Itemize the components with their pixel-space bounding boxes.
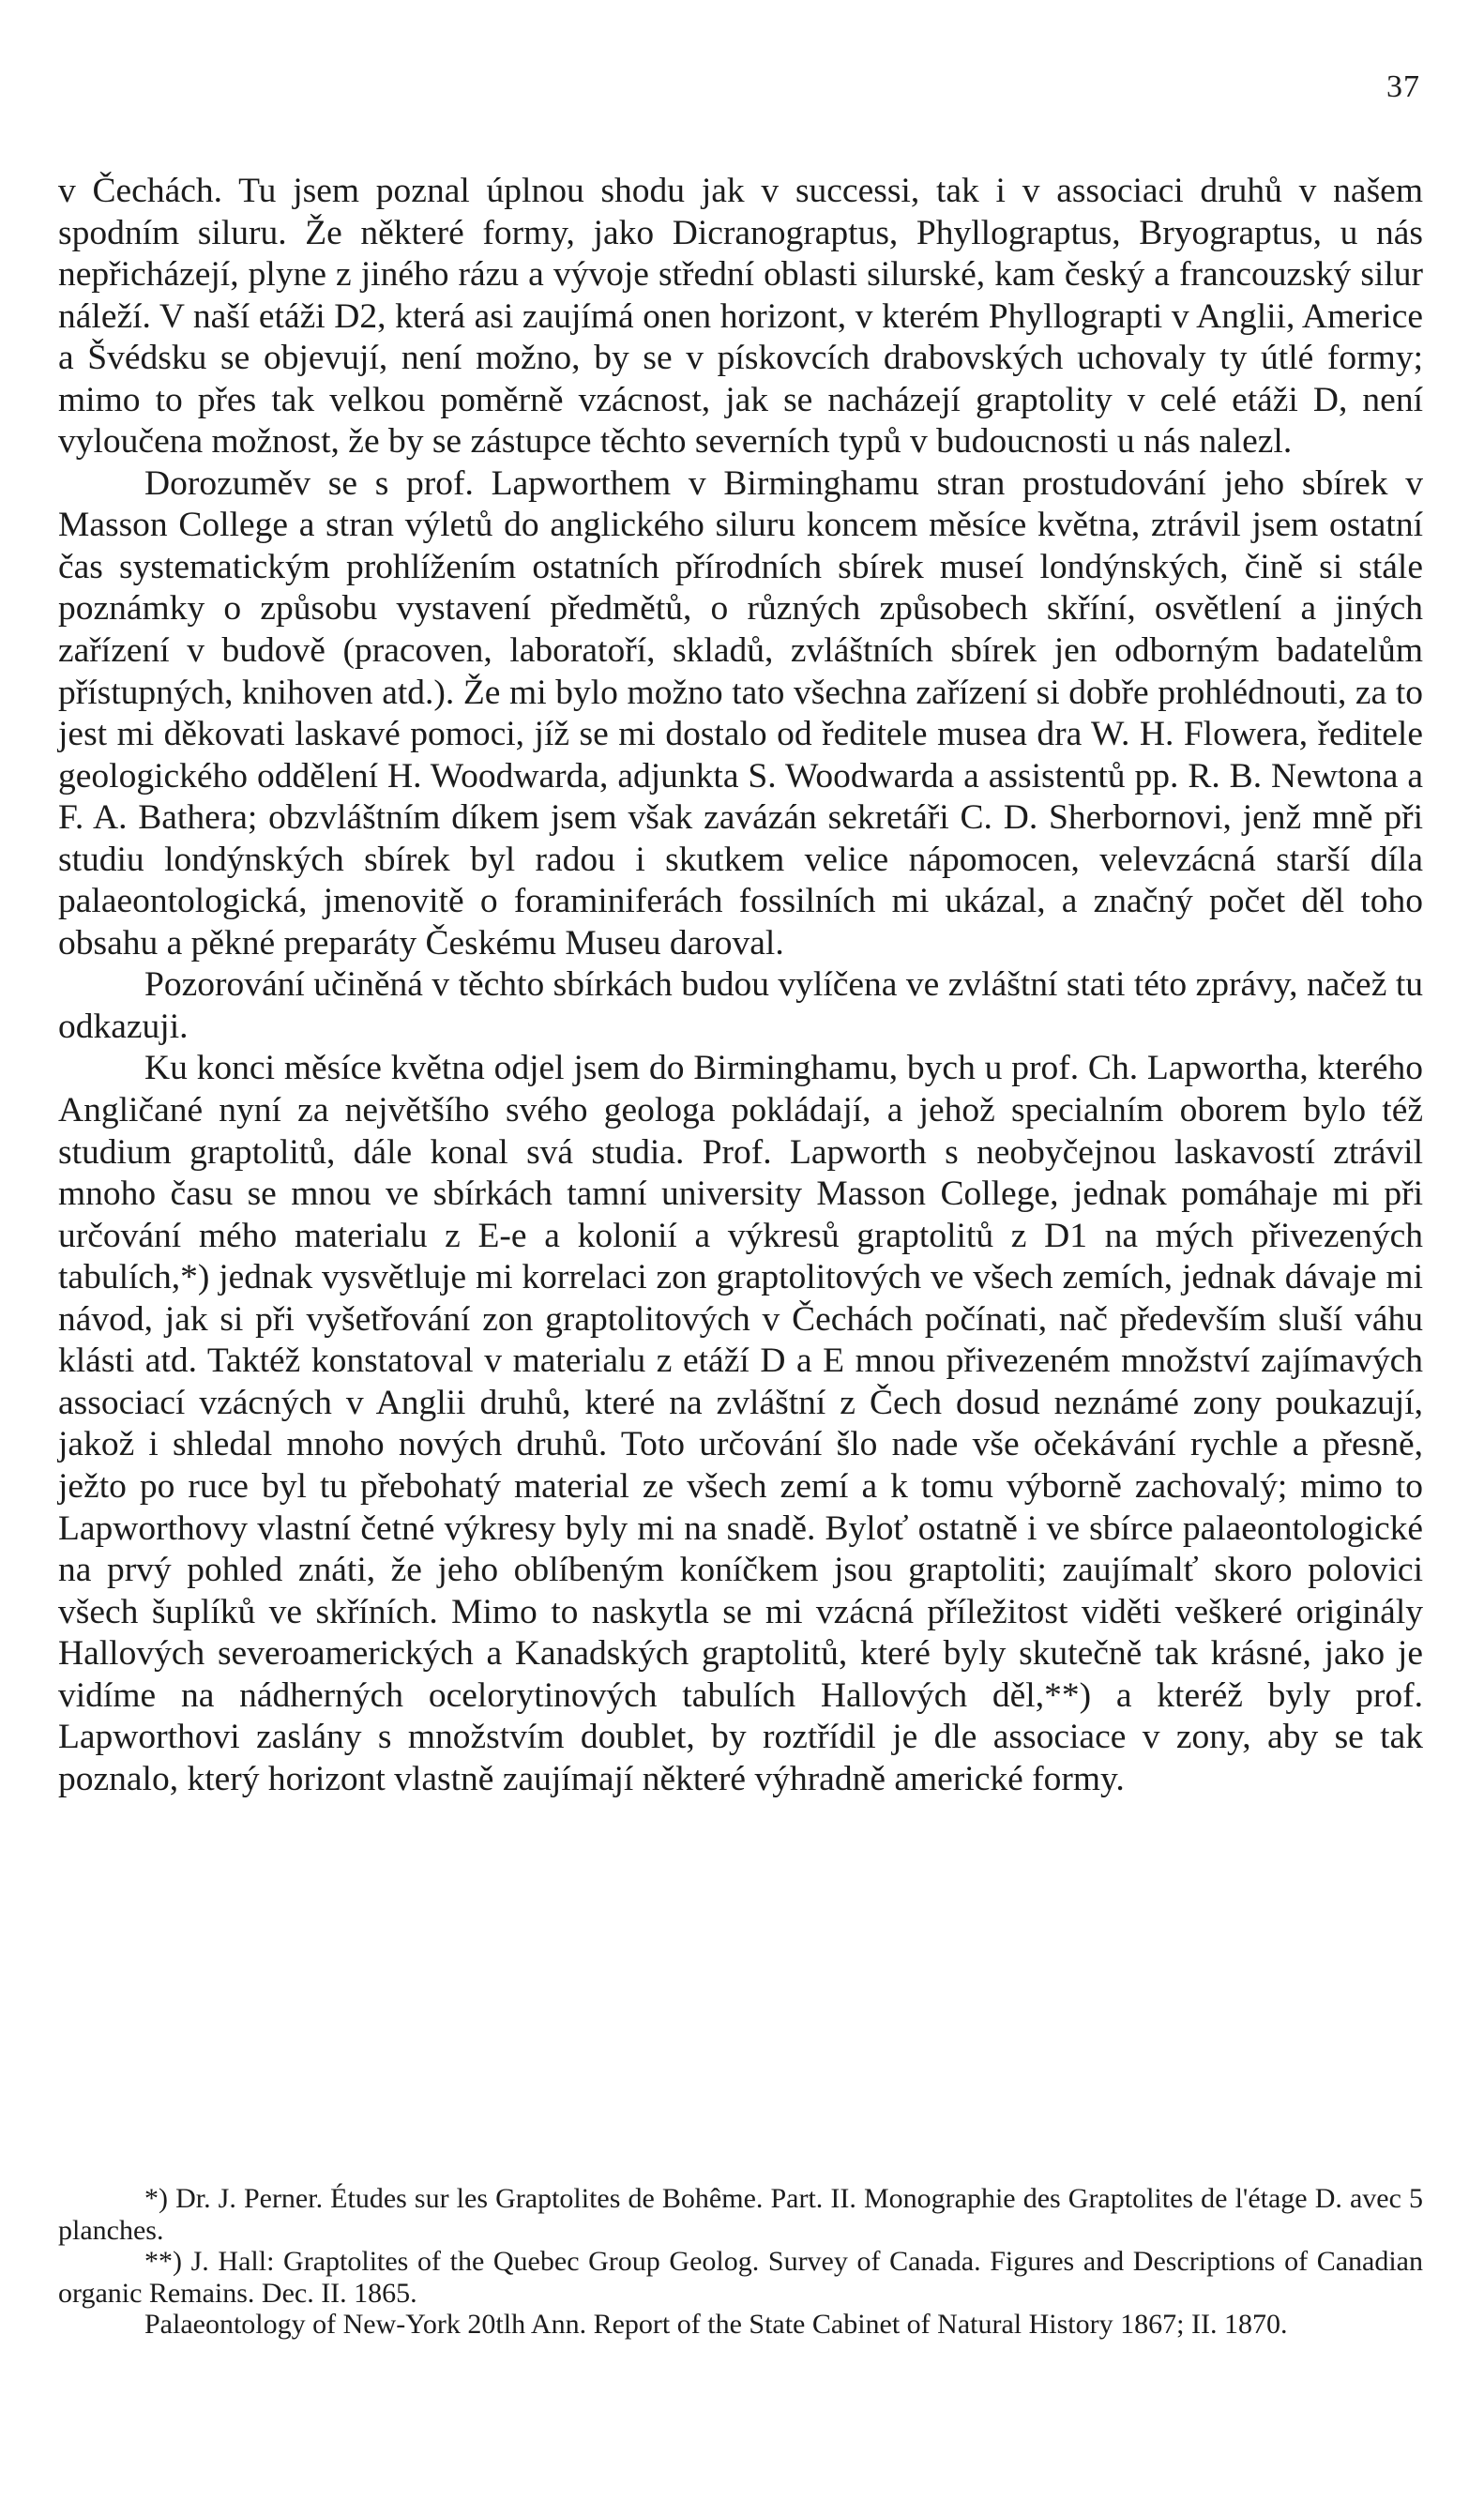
paragraph: Dorozuměv se s prof. Lapworthem v Birminghamu stran prostudování jeho sbírek v Masson College a stran výletů do anglického siluru koncem měsíce května, ztrávil jsem ostatní čas systematickým prohlížením ostatních přírodních sbírek museí londýnských, čině si stále poznámky o způsobu vystavení předmětů, o různých způsobech skříní, osvětlení a jiných zařízení v budově (pracoven, laboratoří, skladů, zvláštních sbírek jen odborným badatelům přístupných, knihoven atd.). Že mi bylo možno tato všechna zařízení si dobře prohlédnouti, za to jest mi děkovati laskavé pomoci, jíž se mi dostalo od ředitele musea dra W. H. Flowera, ředitele geologického oddělení H. Woodwarda, adjunkta S. Woodwarda a assistentů pp. R. B. Newtona a F. A. Bathera; obzvláštním díkem jsem však zavázán sekretáři C. D. Sherbornovi, jenž mně při studiu londýnských sbírek byl radou i skutkem velice nápomocen, velevzácná starší díla palaeontologická, jmenovitě o foraminiferách fossilních mi ukázal, a značný počet děl toho obsahu a pěkné preparáty Českému Museu daroval. [58, 463, 1423, 963]
footnote: Palaeontology of New-York 20tlh Ann. Report of the State Cabinet of Natural History 1867; II. 1870. [144, 2309, 1288, 2341]
paragraph: Pozorování učiněná v těchto sbírkách budou vylíčena ve zvláštní stati této zprávy, načež tu odkazuji. [58, 965, 1423, 1046]
footnote: *) Dr. J. Perner. Études sur les Graptolites de Bohême. Part. II. Monographie des Graptolites de l'étage D. avec 5 planches. [58, 2183, 1423, 2246]
paragraph: Ku konci měsíce května odjel jsem do Birminghamu, bych u prof. Ch. Lapwortha, kterého Angličané nyní za největšího svého geologa pokládají, a jehož specialním oborem bylo též studium graptolitů, dále konal svá studia. Prof. Lapworth s neobyčejnou laskavostí ztrávil mnoho času se mnou ve sbírkách tamní university Masson College, jednak pomáhaje mi při určování mého materialu z E-e a kolonií a výkresů graptolitů z D1 na mých přivezených tabulích,*) jednak vysvětluje mi korrelaci zon graptolitových ve všech zemích, jednak dávaje mi návod, jak si při vyšetřování zon graptolitových v Čechách počínati, nač především sluší váhu klásti atd. Taktéž konstatoval v materialu z etáží D a E mnou přivezeném množství zajímavých associací vzácných v Anglii druhů, které na zvláštní z Čech dosud neznámé zony poukazují, jakož i shledal mnoho nových druhů. Toto určování šlo nade vše očekávání rychle a přesně, ježto po ruce byl tu přebohatý material ze všech zemí a k tomu výborně zachovalý; mimo to Lapworthovy vlastní četné výkresy byly mi na snadě. Byloť ostatně i ve sbírce palaeontologické na prvý pohled znáti, že jeho oblíbeným koníčkem jsou graptoliti; zaujímalť skoro polovici všech šuplíků ve skříních. Mimo to naskytla se mi vzácná příležitost viděti veškeré originály Hallových severoamerických a Kanadských graptolitů, které byly skutečně tak krásné, jako je vidíme na nádherných ocelorytinových tabulích Hallových děl,**) a kteréž byly prof. Lapworthovi zaslány s množstvím doublet, by roztřídil je dle associace v zony, aby se tak poznalo, který horizont vlastně zaujímají některé výhradně americké formy. [58, 1049, 1423, 1798]
body-text [58, 171, 1423, 1800]
paragraph: v Čechách. Tu jsem poznal úplnou shodu jak v successi, tak i v associaci druhů v našem spodním siluru. Že některé formy, jako Dicranograptus, Phyllograptus, Bryograptus, u nás nepřicházejí, plyne z jiného rázu a vývoje střední oblasti silurské, kam český a francouzský silur náleží. V naší etáži D2, která asi zaujímá onen horizont, v kterém Phyllograpti v Anglii, Americe a Švédsku se objevují, není možno, by se v pískovcích drabovských uchovaly ty útlé formy; mimo to přes tak velkou poměrně vzácnost, jak se nacházejí graptolity v celé etáži D, není vyloučena možnost, že by se zástupce těchto severních typů v budoucnosti u nás nalezl. [58, 172, 1423, 462]
footnote: **) J. Hall: Graptolites of the Quebec Group Geolog. Survey of Canada. Figures and Descriptions of Canadian organic Remains. Dec. II. 1865. [58, 2246, 1423, 2309]
footnotes [58, 2183, 1423, 2341]
page-number: 37 [1386, 69, 1420, 104]
